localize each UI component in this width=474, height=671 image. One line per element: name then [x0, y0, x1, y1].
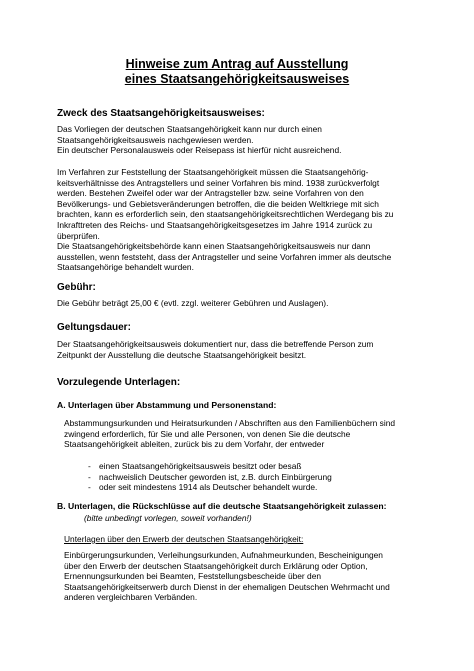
text-line: über den Erwerb der deutschen Staatsangehörigkeit durch Erklärung oder Option,	[64, 560, 368, 571]
text-line: Inkrafttreten des Reichs- und Staatsangehörigkeitsgesetzes im Jahre 1914 zurück zu	[57, 219, 373, 230]
heading-geltungsdauer: Geltungsdauer:	[57, 322, 131, 333]
text-line: Die Staatsangehörigkeitsbehörde kann einen Staatsangehörigkeitsausweis nur dann	[57, 241, 371, 251]
section-b-subheading	[64, 534, 424, 545]
document-title	[0, 57, 474, 87]
text-line: Die Gebühr beträgt 25,00 € (evtl. zzgl. weiterer Gebühren und Auslagen).	[57, 298, 329, 308]
text-line: brachten, kann es erforderlich sein, den staatsangehörigkeitsrechtlichen Werdegang bis zu	[57, 209, 394, 220]
heading-section-b: B. Unterlagen, die Rückschlüsse auf die deutsche Staatsangehörigkeit zulassen:	[57, 501, 387, 511]
paragraph-zweck-1	[57, 124, 422, 156]
paragraph-gebuehr	[57, 298, 422, 309]
heading-unterlagen: Vorzulegende Unterlagen:	[57, 377, 181, 388]
note-text: (bitte unbedingt vorlegen, soweit vorhanden!)	[84, 513, 252, 523]
title-line-1: Hinweise zum Antrag auf Ausstellung	[125, 57, 349, 71]
paragraph-section-a	[64, 418, 424, 450]
text-line: werden. Bestehen Zweifel oder war der Antragsteller bzw. seine Vorfahren von den	[57, 188, 364, 199]
text-line: Einbürgerungsurkunden, Verleihungsurkunden, Aufnahmeurkunden, Bescheinigungen	[64, 550, 383, 560]
list-item-text: nachweislich Deutscher geworden ist, z.B. durch Einbürgerung	[99, 471, 332, 482]
text-line: Staatsangehörigkeitsausweis nachgewiesen werden.	[57, 134, 254, 145]
text-line: Das Vorliegen der deutschen Staatsangehörigkeit kann nur durch einen	[57, 124, 322, 134]
text-line: Abstammungsurkunden und Heiratsurkunden / Abschriften aus den Familienbüchern sind	[64, 418, 396, 428]
paragraph-zweck-3	[57, 241, 422, 273]
dash-marker: -	[88, 461, 91, 471]
text-line: Staatsangehörigkeitserwerb durch Dienst in der ehemaligen Deutschen Wehrmacht und	[64, 581, 390, 592]
text-line: zwingend erforderlich, für Sie und alle Personen, von denen Sie die deutsche	[64, 428, 351, 439]
paragraph-section-b	[64, 550, 424, 603]
list-item-text: einen Staatsangehörigkeitsausweis besitzt oder besaß	[99, 461, 302, 471]
heading-gebuehr: Gebühr:	[57, 282, 96, 293]
list-item	[64, 461, 424, 472]
text-line: Im Verfahren zur Feststellung der Staatsangehörigkeit müssen die Staatsangehörig-	[57, 167, 369, 177]
dash-marker: -	[88, 471, 91, 482]
heading-section-a: A. Unterlagen über Abstammung und Personenstand:	[57, 400, 277, 410]
section-a-list	[64, 461, 424, 493]
subheading-text: Unterlagen über den Erwerb der deutschen Staatsangehörigkeit:	[64, 534, 304, 544]
paragraph-geltungsdauer	[57, 339, 422, 360]
dash-marker: -	[88, 482, 91, 493]
section-b-note	[64, 513, 424, 524]
list-item	[64, 472, 424, 483]
text-line: Zeitpunkt der Ausstellung die deutsche Staatsangehörigkeit besitzt.	[57, 349, 307, 360]
text-line: Bevölkerungs- und Gebietsveränderungen betroffen, die die beiden Weltkriege mit sich	[57, 198, 379, 209]
list-item	[64, 482, 424, 493]
text-line: Staatsangehörige behandelt wurden.	[57, 262, 194, 273]
list-item-text: oder seit mindestens 1914 als Deutscher behandelt wurde.	[99, 482, 318, 493]
text-line: anderen vergleichbaren Verbänden.	[64, 592, 198, 603]
text-line: Der Staatsangehörigkeitsausweis dokumentiert nur, dass die betreffende Person zum	[57, 339, 374, 349]
title-line-2: eines Staatsangehörigkeitsausweises	[124, 72, 350, 86]
text-line: keitsverhältnisse des Antragstellers und seiner Vorfahren bis mind. 1938 zurückverfolgt	[57, 177, 380, 188]
text-line: Staatsangehörigkeit ableiten, zurück bis zu dem Vorfahr, der entweder	[64, 439, 325, 450]
text-line: ausstellen, wenn feststeht, dass der Antragsteller und seine Vorfahren immer als deutsche	[57, 251, 392, 262]
text-line: Ein deutscher Personalausweis oder Reisepass ist hierfür nicht ausreichend.	[57, 145, 342, 156]
paragraph-zweck-2	[57, 167, 422, 241]
text-line: überprüfen.	[57, 230, 100, 241]
heading-zweck: Zweck des Staatsangehörigkeitsausweises:	[57, 108, 265, 119]
text-line: Ernennungsurkunden bei Beamten, Feststellungsbescheide über den	[64, 571, 322, 582]
